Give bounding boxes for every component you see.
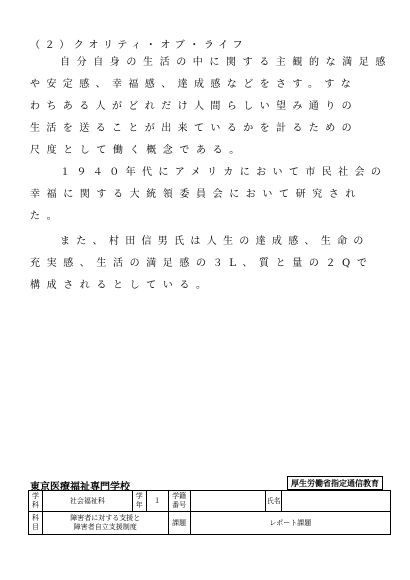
student-id-label: 学籍番号	[168, 491, 190, 512]
subject-value	[42, 512, 168, 535]
body-line: 幸福に関する大統領委員会において研究され	[30, 189, 362, 200]
year-value: １	[146, 491, 168, 512]
name-field[interactable]	[282, 491, 391, 512]
table-row	[29, 491, 391, 512]
ministry-badge: 厚生労働省指定通信教育	[287, 476, 383, 490]
student-info-table	[28, 490, 391, 535]
body-line: １９４０年代にアメリカにおいて市民社会の	[60, 167, 388, 178]
body-line: や安定感、幸福感、達成感などをさす。すな	[30, 79, 358, 90]
dept-label: 学科	[29, 491, 43, 512]
body-line: 生活を送ることが出来ているかを計るための	[30, 123, 358, 134]
task-label: 課題	[168, 512, 190, 535]
body-line: また、村田信男氏は人生の達成感、生命の	[60, 236, 370, 247]
student-id-field[interactable]	[190, 491, 266, 512]
body-line: 尺度として働く概念である。	[30, 145, 246, 156]
dept-value: 社会福祉科	[42, 491, 132, 512]
subject-label: 科目	[29, 512, 43, 535]
school-name: 東京医療福祉専門学校	[30, 482, 130, 493]
name-label: 氏名	[266, 491, 282, 512]
table-row	[29, 512, 391, 535]
body-line: た。	[30, 211, 64, 222]
subject-value-line: 障害者自立支援制度	[73, 523, 137, 531]
body-line: 構成されるとしている。	[30, 280, 213, 291]
task-value: レポート課題	[190, 512, 390, 535]
year-label: 学年	[132, 491, 146, 512]
body-line: 自分自身の生活の中に関する主観的な満足感	[60, 57, 392, 68]
subject-value-line: 障害者に対する支援と	[70, 514, 141, 522]
body-line: 充実感、生活の満足感の３L、質と量の２Qで	[30, 258, 374, 269]
section-heading: （２）クオリティ・オブ・ライフ	[30, 40, 248, 51]
body-line: わちある人がどれだけ人間らしい望み通りの	[30, 101, 358, 112]
